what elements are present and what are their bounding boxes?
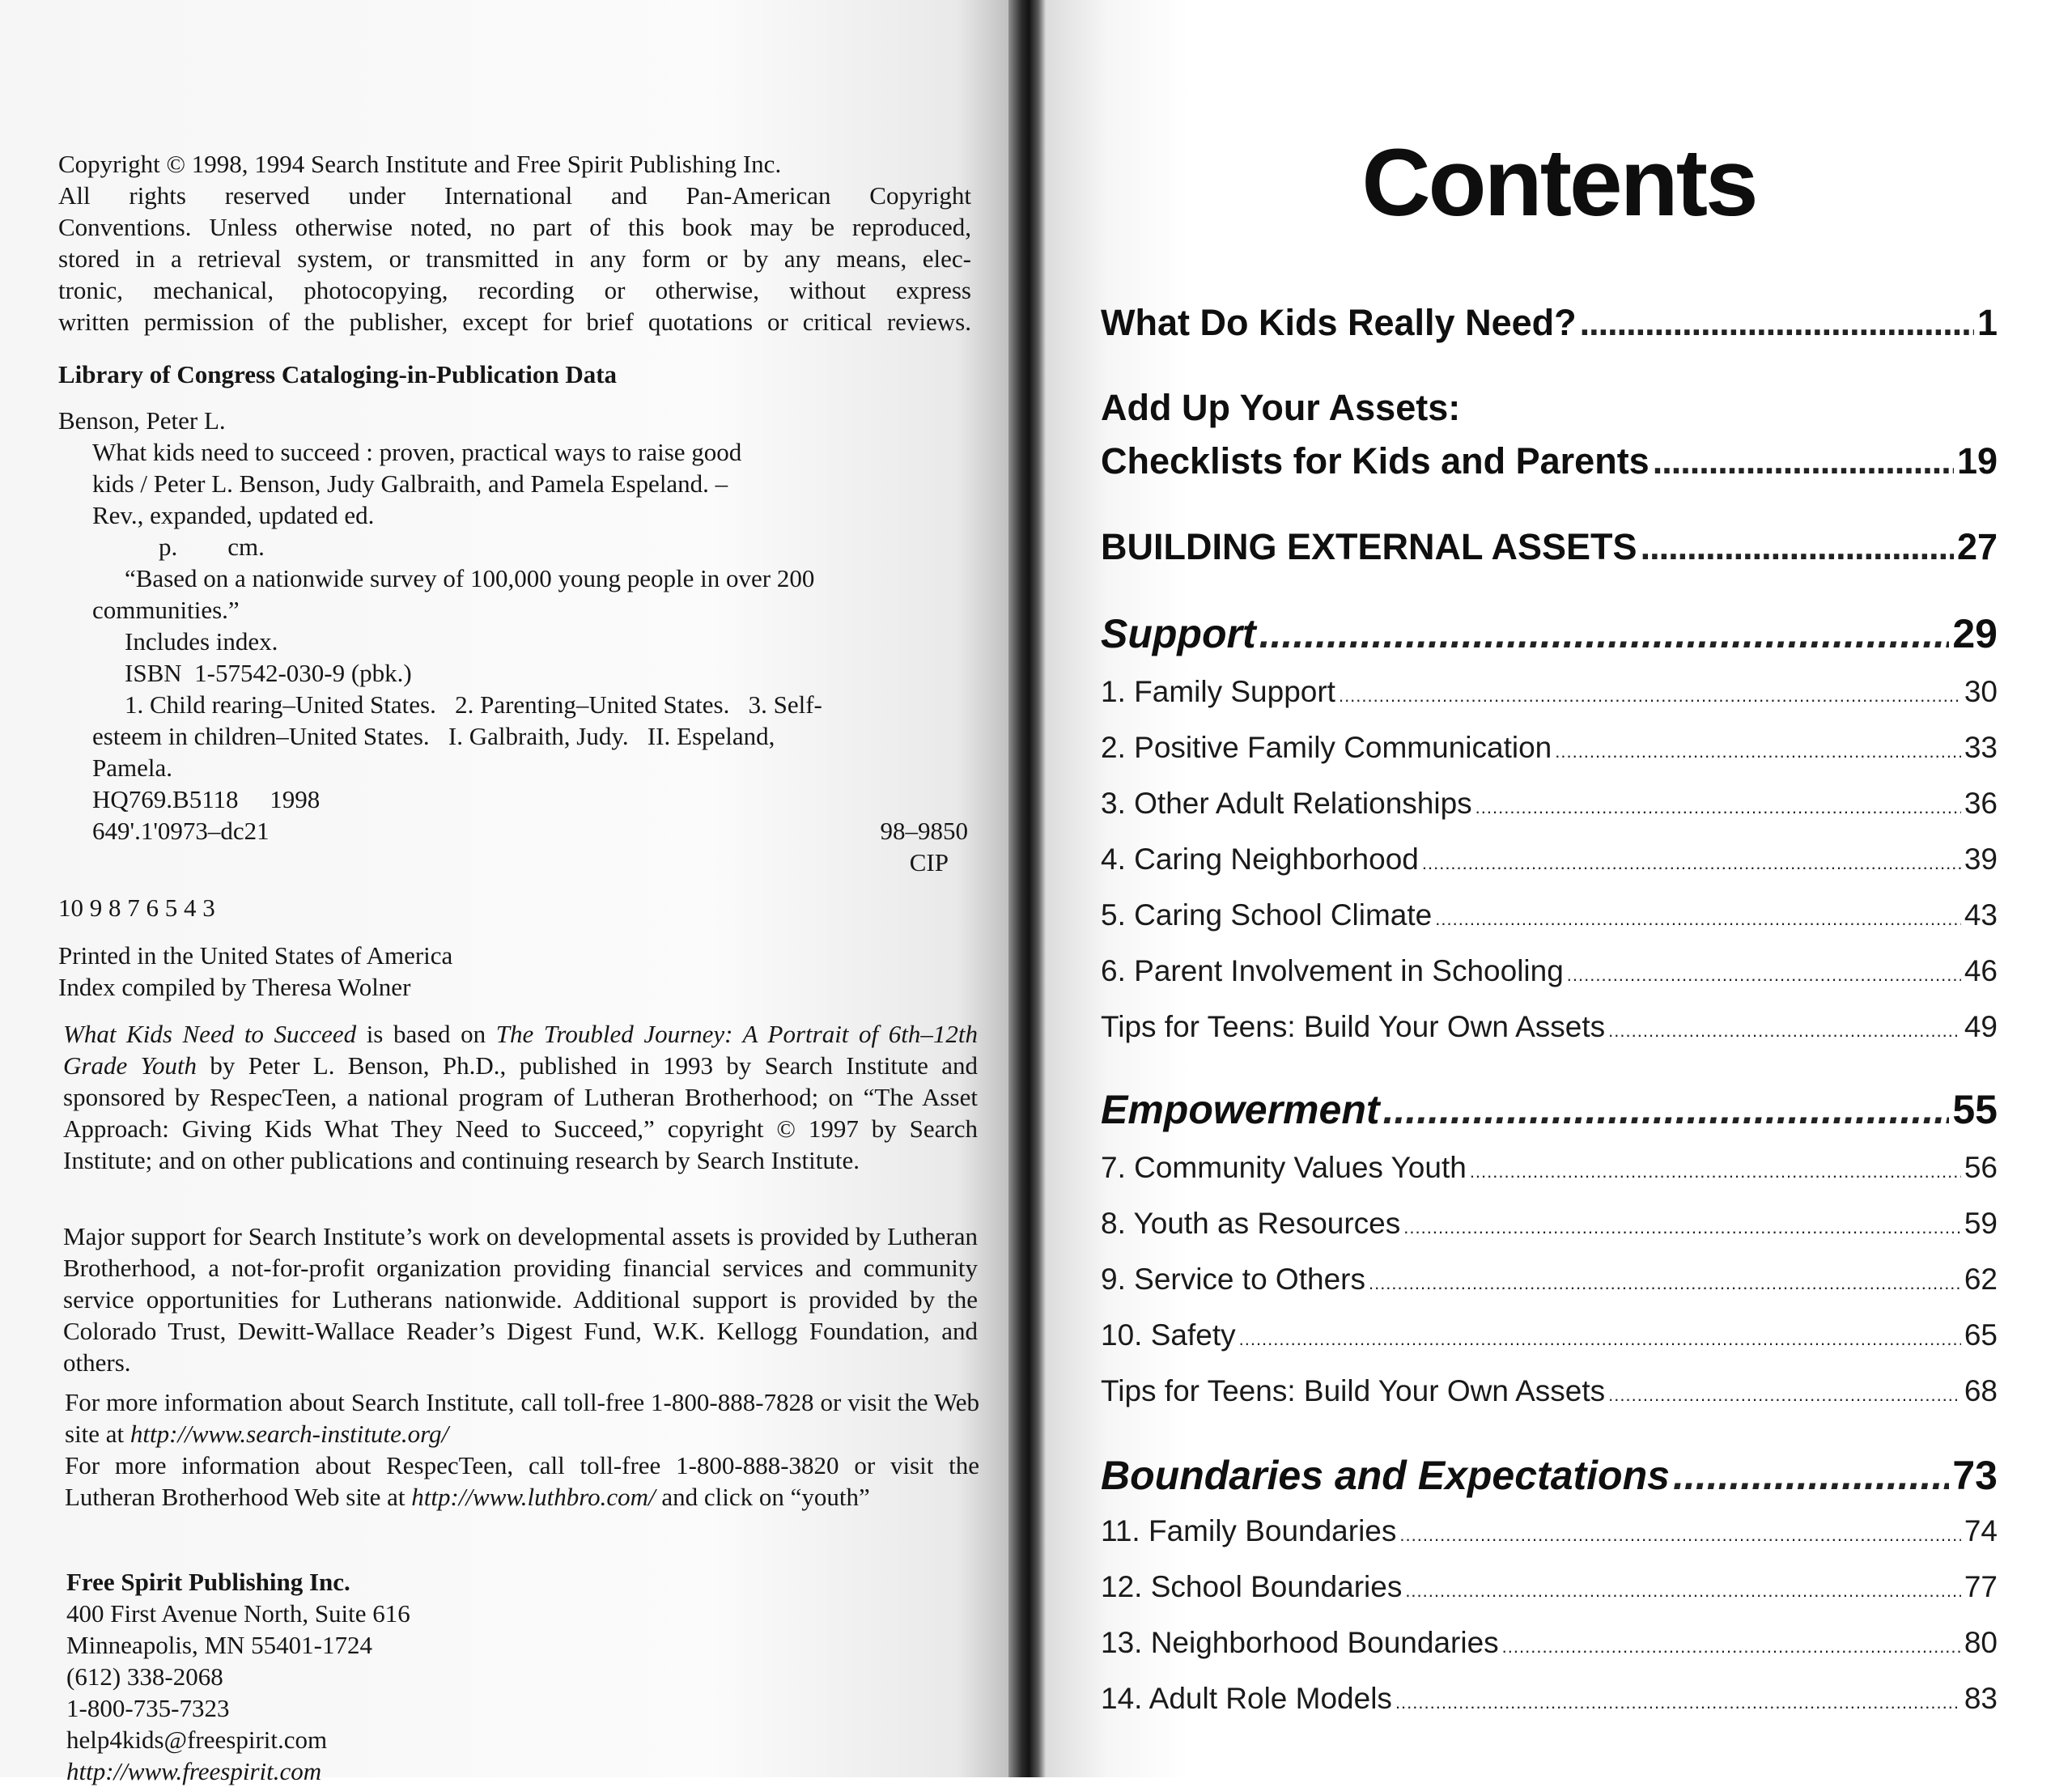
toc-label: 8. Youth as Resources bbox=[1101, 1207, 1401, 1240]
printing-line: 10 9 8 7 6 5 4 3 bbox=[58, 894, 215, 922]
cip-title-text: kids / Peter L. Benson, Judy Galbraith, and Pamela Espeland. – bbox=[92, 469, 728, 498]
toc-page: 77 bbox=[1964, 1570, 1998, 1603]
toc-label: 9. Service to Others bbox=[1101, 1263, 1365, 1296]
toc-page: 83 bbox=[1964, 1682, 1998, 1715]
copyright-line: Copyright © 1998, 1994 Search Institute and Free Spirit Publishing Inc. bbox=[58, 150, 782, 178]
toc-leader bbox=[1608, 1385, 1961, 1406]
info-text: and click on “youth” bbox=[655, 1483, 870, 1511]
toc-leader bbox=[1405, 1581, 1961, 1602]
toc-label: 13. Neighborhood Boundaries bbox=[1101, 1626, 1499, 1659]
toc-leader bbox=[1470, 1161, 1961, 1182]
toc-leader bbox=[1475, 797, 1961, 818]
basis-text: is based on bbox=[356, 1020, 496, 1048]
toc-entry[interactable] bbox=[1101, 1626, 1998, 1660]
toc-entry-what-do-kids-need[interactable] bbox=[1101, 302, 1998, 344]
toc-entry[interactable] bbox=[1101, 1207, 1998, 1241]
cip-index: Includes index. bbox=[125, 627, 278, 656]
cip-heading: Library of Congress Cataloging-in-Publication Data bbox=[58, 360, 618, 388]
cip-label: CIP bbox=[909, 848, 949, 877]
cip-subject-line: esteem in children–United States. I. Galbraith, Judy. II. Espeland, bbox=[92, 722, 775, 750]
toc-entry-line bbox=[1101, 440, 1998, 482]
cip-isbn: ISBN 1-57542-030-9 (pbk.) bbox=[125, 659, 412, 687]
toc-entry-add-up-assets[interactable] bbox=[1101, 387, 1998, 482]
publisher-tollfree: 1-800-735-7323 bbox=[66, 1694, 230, 1722]
toc-label: 2. Positive Family Communication bbox=[1101, 731, 1552, 764]
book-gutter bbox=[1008, 0, 1046, 1777]
cip-subject-line: Pamela. bbox=[92, 753, 172, 782]
toc-page: 65 bbox=[1964, 1318, 1998, 1352]
publisher-email[interactable]: help4kids@freespirit.com bbox=[66, 1725, 328, 1754]
toc-label: Checklists for Kids and Parents bbox=[1101, 440, 1650, 482]
toc-entry[interactable] bbox=[1101, 1514, 1998, 1548]
publisher-url[interactable]: http://www.freespirit.com bbox=[66, 1757, 322, 1785]
toc-leader bbox=[1641, 526, 1954, 568]
toc-section-empowerment[interactable] bbox=[1101, 1086, 1998, 1133]
toc-label: Boundaries and Expectations bbox=[1101, 1453, 1670, 1498]
cip-title-line: Rev., expanded, updated ed. bbox=[92, 501, 375, 529]
toc-page: 30 bbox=[1964, 675, 1998, 708]
toc-leader bbox=[1435, 909, 1961, 930]
toc-label: 1. Family Support bbox=[1101, 675, 1335, 708]
toc-section-support[interactable] bbox=[1101, 610, 1998, 657]
toc-page: 68 bbox=[1964, 1374, 1998, 1407]
publisher-address: 400 First Avenue North, Suite 616 bbox=[66, 1599, 410, 1628]
toc-leader bbox=[1580, 302, 1974, 344]
toc-page: 1 bbox=[1976, 302, 1998, 343]
source-title: The Troubled Journey: A Portrait of 6th–12th Grade Youth bbox=[63, 1020, 978, 1080]
toc-leader bbox=[1608, 1021, 1961, 1042]
toc-leader bbox=[1399, 1525, 1960, 1546]
toc-label: 14. Adult Role Models bbox=[1101, 1682, 1392, 1715]
copyright-line: tronic, mechanical, photocopying, recording or otherwise, without express bbox=[58, 276, 971, 304]
toc-page: 29 bbox=[1952, 611, 1998, 656]
toc-label: Support bbox=[1101, 611, 1256, 656]
publisher-city: Minneapolis, MN 55401-1724 bbox=[66, 1631, 373, 1659]
toc-page: 73 bbox=[1952, 1453, 1998, 1498]
toc-leader bbox=[1239, 1329, 1961, 1350]
toc-label: 6. Parent Involvement in Schooling bbox=[1101, 954, 1564, 987]
cip-title-line bbox=[58, 468, 971, 499]
toc-entry[interactable] bbox=[1101, 731, 1998, 765]
copyright-notice bbox=[58, 148, 971, 337]
toc-entry[interactable] bbox=[1101, 1151, 1998, 1185]
info-search-institute bbox=[65, 1386, 979, 1450]
toc-label: 5. Caring School Climate bbox=[1101, 898, 1433, 932]
cip-author: Benson, Peter L. bbox=[58, 406, 226, 435]
toc-page: 46 bbox=[1964, 954, 1998, 987]
toc-leader bbox=[1567, 965, 1961, 986]
toc-entry[interactable] bbox=[1101, 898, 1998, 932]
printed-in: Printed in the United States of America bbox=[58, 941, 453, 970]
toc-entry[interactable] bbox=[1101, 787, 1998, 821]
toc-leader bbox=[1673, 1452, 1949, 1499]
toc-label: 10. Safety bbox=[1101, 1318, 1236, 1352]
right-page bbox=[1046, 0, 2072, 1777]
contents-title: Contents bbox=[1361, 129, 1756, 236]
copyright-line: All rights reserved under International and Pan-American Copyright bbox=[58, 181, 971, 210]
toc-label: Empowerment bbox=[1101, 1087, 1380, 1132]
toc-entry[interactable] bbox=[1101, 843, 1998, 877]
search-institute-url[interactable]: http://www.search-institute.org/ bbox=[130, 1420, 449, 1448]
toc-section-boundaries[interactable] bbox=[1101, 1452, 1998, 1499]
toc-label: Tips for Teens: Build Your Own Assets bbox=[1101, 1374, 1606, 1407]
index-by: Index compiled by Theresa Wolner bbox=[58, 973, 411, 1001]
toc-leader bbox=[1259, 610, 1950, 657]
toc-label: BUILDING EXTERNAL ASSETS bbox=[1101, 526, 1637, 567]
info-respecteen bbox=[65, 1450, 979, 1513]
basis-paragraph bbox=[63, 1018, 978, 1176]
luthbro-url[interactable]: http://www.luthbro.com/ bbox=[411, 1483, 656, 1511]
toc-leader bbox=[1502, 1636, 1961, 1658]
cip-block bbox=[58, 405, 971, 878]
toc-label: 11. Family Boundaries bbox=[1101, 1514, 1397, 1547]
toc-page: 43 bbox=[1964, 898, 1998, 932]
toc-page: 56 bbox=[1964, 1151, 1998, 1184]
copyright-line: Conventions. Unless otherwise noted, no part of this book may be reproduced, bbox=[58, 213, 971, 241]
toc-entry[interactable] bbox=[1101, 675, 1998, 709]
info-text: For more information about RespecTeen, call toll-free 1-800-888-3820 or visit the Lutheran Brotherhood Web site at bbox=[65, 1451, 979, 1511]
toc-page: 27 bbox=[1956, 526, 1998, 567]
info-text: For more information about Search Institute, call toll-free 1-800-888-7828 or visit the Web site at bbox=[65, 1388, 979, 1448]
toc-entry[interactable] bbox=[1101, 1682, 1998, 1716]
toc-leader bbox=[1403, 1217, 1961, 1238]
toc-label: 12. School Boundaries bbox=[1101, 1570, 1403, 1603]
printing-info bbox=[58, 940, 971, 1003]
cip-title-line: What kids need to succeed : proven, practical ways to raise good bbox=[92, 438, 742, 466]
cip-pages: p. cm. bbox=[159, 533, 265, 561]
support-paragraph: Major support for Search Institute’s work on developmental assets is provided by Lutheran Brotherhood, a not-for-profit organization providing financial services and community service opportunities for Lutherans nationwide. Additional support is provided by the Colorado Trust, Dewitt-Wallace Reader’s Digest Fund, W.K. Kellogg Foundation, and others. bbox=[63, 1222, 978, 1377]
toc-entry[interactable] bbox=[1101, 1010, 1998, 1044]
toc-label: Add Up Your Assets: bbox=[1101, 387, 1461, 428]
toc-page: 36 bbox=[1964, 787, 1998, 820]
toc-label: 7. Community Values Youth bbox=[1101, 1151, 1467, 1184]
toc-page: 62 bbox=[1964, 1263, 1998, 1296]
toc-leader bbox=[1395, 1692, 1961, 1713]
toc-leader bbox=[1369, 1273, 1961, 1294]
toc-leader bbox=[1422, 853, 1961, 874]
toc-leader bbox=[1383, 1086, 1950, 1133]
toc-page: 74 bbox=[1964, 1514, 1998, 1547]
cip-dewey: 649'.1'0973–dc21 bbox=[92, 817, 270, 845]
toc-label: 4. Caring Neighborhood bbox=[1101, 843, 1419, 876]
toc-entry[interactable] bbox=[1101, 954, 1998, 988]
cip-label-row bbox=[58, 847, 949, 878]
publisher-phone: (612) 338-2068 bbox=[66, 1662, 223, 1691]
toc-leader bbox=[1339, 686, 1961, 707]
copyright-line: stored in a retrieval system, or transmitted in any form or by any means, elec- bbox=[58, 244, 971, 273]
toc-page: 19 bbox=[1956, 440, 1998, 482]
toc-page: 39 bbox=[1964, 843, 1998, 876]
toc-label: 3. Other Adult Relationships bbox=[1101, 787, 1472, 820]
basis-text: by Peter L. Benson, Ph.D., published in 1993 by Search Institute and sponsored by RespecTeen, a national program of Lutheran Brotherhood; on “The Asset Approach: Giving Kids What They Need to Succeed,” copyright © 1997 by Search Institute; and on other publications and continuing research by Search Institute. bbox=[63, 1051, 978, 1174]
book-title: What Kids Need to Succeed bbox=[63, 1020, 357, 1048]
toc-leader bbox=[1653, 440, 1954, 482]
toc-entry-building-external-assets[interactable] bbox=[1101, 526, 1998, 568]
toc-page: 59 bbox=[1964, 1207, 1998, 1240]
toc-leader bbox=[1555, 741, 1961, 762]
toc-entry[interactable] bbox=[1101, 1374, 1998, 1408]
toc-label: What Do Kids Really Need? bbox=[1101, 302, 1577, 343]
toc-page: 55 bbox=[1952, 1087, 1998, 1132]
toc-entry[interactable] bbox=[1101, 1263, 1998, 1297]
toc-page: 33 bbox=[1964, 731, 1998, 764]
cip-lc-class: HQ769.B5118 1998 bbox=[92, 785, 321, 813]
cip-note-line: “Based on a nationwide survey of 100,000 young people in over 200 bbox=[125, 564, 815, 592]
cip-note-line: communities.” bbox=[92, 596, 240, 624]
toc-label: Tips for Teens: Build Your Own Assets bbox=[1101, 1010, 1606, 1043]
toc-entry[interactable] bbox=[1101, 1318, 1998, 1352]
publisher-block bbox=[66, 1566, 979, 1787]
publisher-name: Free Spirit Publishing Inc. bbox=[66, 1568, 350, 1596]
copyright-line: written permission of the publisher, except for brief quotations or critical reviews. bbox=[58, 308, 971, 336]
toc-entry[interactable] bbox=[1101, 1570, 1998, 1604]
cip-subject-line: 1. Child rearing–United States. 2. Parenting–United States. 3. Self- bbox=[125, 690, 822, 719]
toc-page: 49 bbox=[1964, 1010, 1998, 1043]
cip-number-row bbox=[58, 815, 968, 847]
toc-page: 80 bbox=[1964, 1626, 1998, 1659]
cip-lccn: 98–9850 bbox=[880, 817, 968, 845]
